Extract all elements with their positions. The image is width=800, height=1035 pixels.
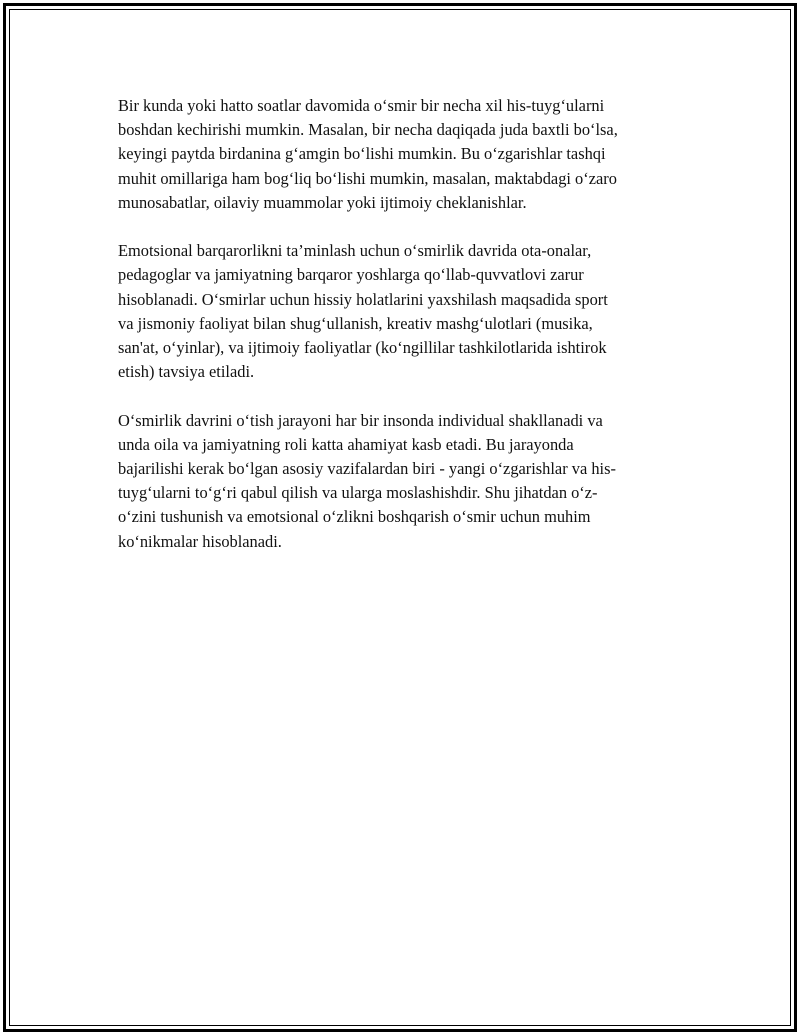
document-body xyxy=(118,94,678,578)
text-line: san'at, oʻyinlar), va ijtimoiy faoliyatlar (koʻngillilar tashkilotlarida ishtirok xyxy=(118,338,607,358)
text-line: muhit omillariga ham bogʻliq boʻlishi mumkin, masalan, maktabdagi oʻzaro xyxy=(118,168,617,188)
text-line: tuygʻularni toʻgʻri qabul qilish va ularga moslashishdir. Shu jihatdan oʻz- xyxy=(118,483,598,503)
text-line: Oʻsmirlik davrini oʻtish jarayoni har bir insonda individual shakllanadi va xyxy=(118,410,603,430)
paragraph-2 xyxy=(118,239,678,384)
text-line: etish) tavsiya etiladi. xyxy=(118,362,255,382)
text-line: bajarilishi kerak boʻlgan asosiy vazifalardan biri - yangi oʻzgarishlar va his- xyxy=(118,459,616,479)
text-line: Bir kunda yoki hatto soatlar davomida oʻsmir bir necha xil his-tuygʻularni xyxy=(118,96,605,115)
text-line: pedagoglar va jamiyatning barqaror yoshlarga qoʻllab-quvvatlovi zarur xyxy=(118,265,584,285)
text-line: munosabatlar, oilaviy muammolar yoki ijtimoiy cheklanishlar. xyxy=(118,192,527,212)
text-line: boshdan kechirishi mumkin. Masalan, bir necha daqiqada juda baxtli boʻlsa, xyxy=(118,120,618,140)
text-line: keyingi paytda birdanina gʻamgin boʻlishi mumkin. Bu oʻzgarishlar tashqi xyxy=(118,144,606,164)
text-line: koʻnikmalar hisoblanadi. xyxy=(118,531,282,551)
text-line: unda oila va jamiyatning roli katta ahamiyat kasb etadi. Bu jarayonda xyxy=(118,434,574,454)
text-line: hisoblanadi. Oʻsmirlar uchun hissiy holatlarini yaxshilash maqsadida sport xyxy=(118,289,608,309)
text-line: Emotsional barqarorlikni ta’minlash uchun oʻsmirlik davrida ota-onalar, xyxy=(118,241,592,261)
text-line: oʻzini tushunish va emotsional oʻzlikni boshqarish oʻsmir uchun muhim xyxy=(118,507,591,527)
paragraph-3 xyxy=(118,409,678,554)
paragraph-1 xyxy=(118,94,678,215)
text-line: va jismoniy faoliyat bilan shugʻullanish, kreativ mashgʻulotlari (musika, xyxy=(118,313,593,333)
